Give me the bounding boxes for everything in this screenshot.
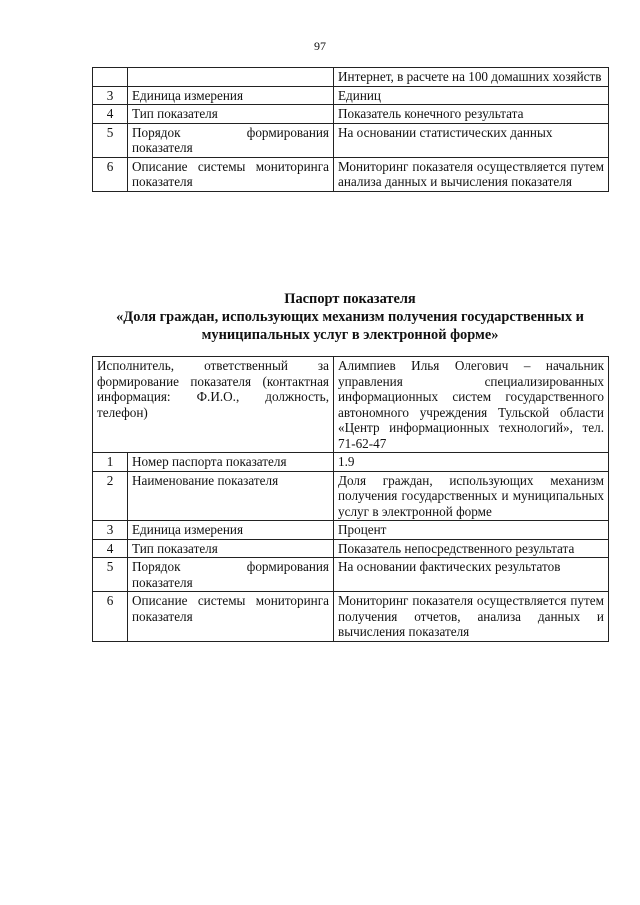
table-row [93, 521, 609, 540]
row-number: 4 [93, 539, 128, 558]
row-label: Описание системы мониторинга показателя [128, 157, 334, 191]
row-label: Номер паспорта показателя [128, 453, 334, 472]
row-number: 1 [93, 453, 128, 472]
row-label: Единица измерения [128, 521, 334, 540]
row-number [93, 68, 128, 87]
row-label: Порядок формирования показателя [128, 558, 334, 592]
row-value: На основании фактических результатов [334, 558, 609, 592]
table-row [93, 453, 609, 472]
row-number: 4 [93, 105, 128, 124]
table-row [93, 105, 609, 124]
row-number: 5 [93, 123, 128, 157]
row-number: 3 [93, 86, 128, 105]
row-number: 5 [93, 558, 128, 592]
page-number: 97 [314, 39, 326, 53]
row-number: 6 [93, 592, 128, 642]
row-value: Мониторинг показателя осуществляется путем получения отчетов, анализа данных и вычисления показателя [334, 592, 609, 642]
table-row [93, 123, 609, 157]
row-value: Показатель непосредственного результата [334, 539, 609, 558]
table-row [93, 157, 609, 191]
row-value: Интернет, в расчете на 100 домашних хозяйств [334, 68, 609, 87]
row-label [128, 68, 334, 87]
indicator-table-continued [92, 67, 609, 192]
table-header-row [93, 357, 609, 453]
table-row [93, 558, 609, 592]
row-value: Процент [334, 521, 609, 540]
passport-heading: Паспорт показателя [284, 291, 416, 307]
row-number: 3 [93, 521, 128, 540]
row-value: На основании статистических данных [334, 123, 609, 157]
row-value: Показатель конечного результата [334, 105, 609, 124]
row-value: Единиц [334, 86, 609, 105]
row-value: Мониторинг показателя осуществляется путем анализа данных и вычисления показателя [334, 157, 609, 191]
row-value: 1.9 [334, 453, 609, 472]
table-row [93, 68, 609, 87]
row-number: 6 [93, 157, 128, 191]
row-label: Порядок формирования показателя [128, 123, 334, 157]
row-label: Описание системы мониторинга показателя [128, 592, 334, 642]
responsible-label: Исполнитель, ответственный за формирование показателя (контактная информация: Ф.И.О., должность, телефон) [93, 357, 334, 453]
row-label: Наименование показателя [128, 471, 334, 521]
table-row [93, 471, 609, 521]
table-row [93, 86, 609, 105]
indicator-passport-table [92, 356, 609, 642]
row-label: Тип показателя [128, 105, 334, 124]
responsible-value: Алимпиев Илья Олегович – начальник управления специализированных информационных систем государственного автономного учреждения Тульской области «Центр информационных технологий», тел. 71-62-47 [334, 357, 609, 453]
row-label: Единица измерения [128, 86, 334, 105]
row-number: 2 [93, 471, 128, 521]
passport-subheading: «Доля граждан, использующих механизм получения государственных и муниципальных услуг в электронной форме» [116, 309, 584, 343]
row-label: Тип показателя [128, 539, 334, 558]
table-row [93, 539, 609, 558]
table-row [93, 592, 609, 642]
row-value: Доля граждан, использующих механизм получения государственных и муниципальных услуг в электронной форме [334, 471, 609, 521]
